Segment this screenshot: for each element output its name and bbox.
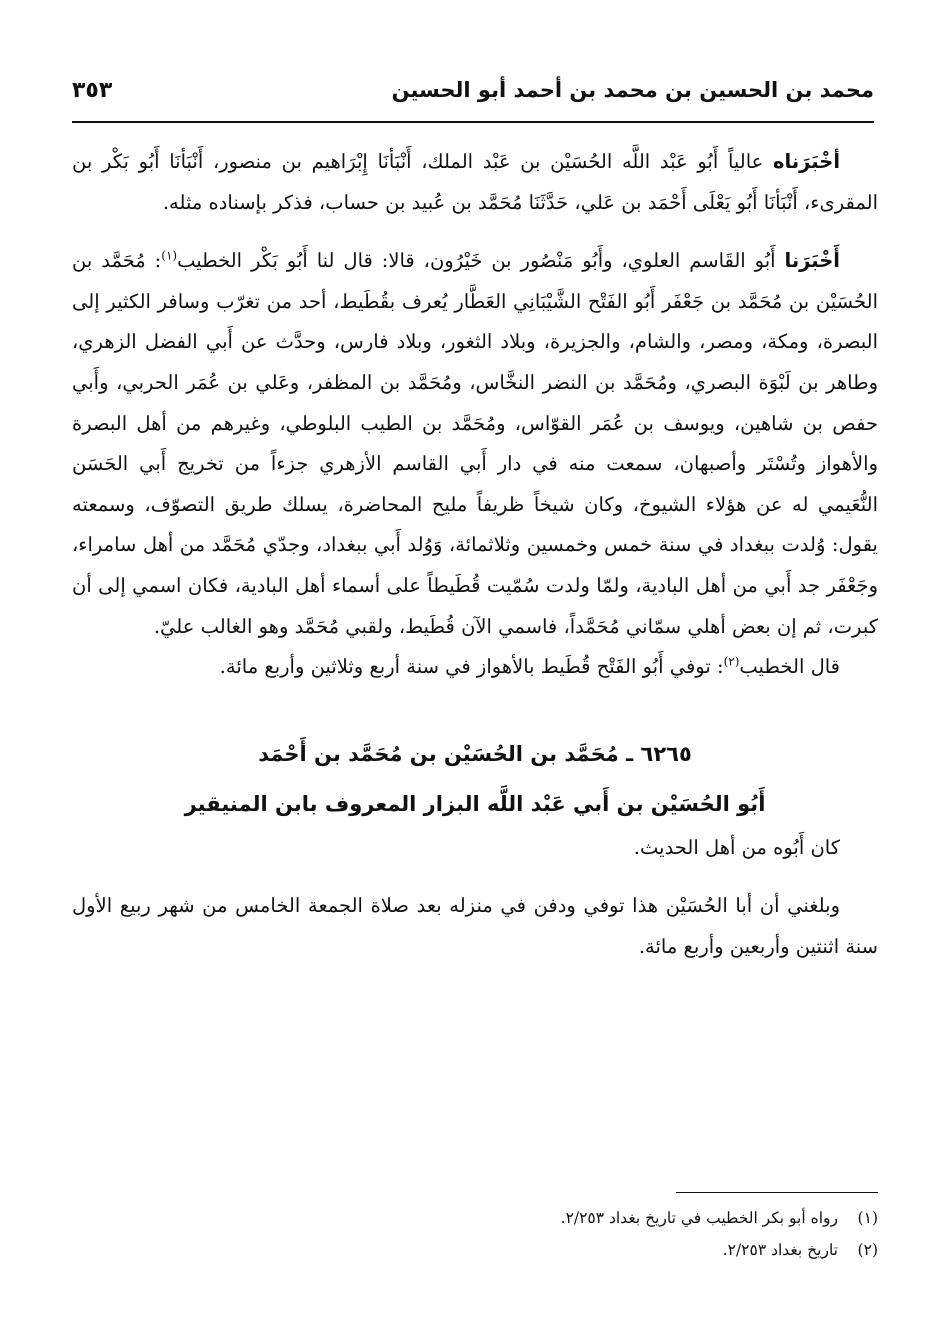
paragraph-2-text-b: : مُحَمَّد بن الحُسَيْن بن مُحَمَّد بن جَعْفَر أَبُو الفَتْح الشَّيْبَانِي العَطَّار يُعرف بقُطَيط، أحد من تغرّب وسافر الكثير إلى البصرة، ومكة، ومصر، والشام، والجزيرة، وبلاد الثغور، وبلاد فارس، وحدَّث عن أَبي الفضل الزهري، وطاهر بن لَبْوَة البصري، ومُحَمَّد بن النضر النخَّاس، ومُحَمَّد بن المظفر، وعَلي بن عُمَر الحربي، وأَبي حفص بن شاهين، ويوسف بن عُمَر القوّاس، ومُحَمَّد بن الطيب البلوطي، وغيرهم من أهل البصرة والأهواز وتُسْتَر وأصبهان، سمعت منه في دار أَبي القاسم الأزهري جزءاً من تخريج أَبي الحَسَن النُّعَيمي له عن هؤلاء الشيوخ، وكان شيخاً ظريفاً مليح المحاضرة، يسلك طريق التصوّف، وسمعته يقول: وُلدت ببغداد في سنة خمس وخمسين وثلاثمائة، وَوُلد أَبي ببغداد، وجدّي مُحَمَّد من أهل سامراء، وجَعْفَر جد أَبي من أهل البادية، ولمّا ولدت سُمّيت قُطَيطاً على أسماء أهل البادية، فكان اسمي إلى أن كبرت، ثم إن بعض أهلي سمّاني مُحَمَّداً، فاسمي الآن قُطَيط، ولقبي مُحَمَّد وهو الغالب عليّ. xyxy=(72,249,878,638)
paragraph-1-lead: أخْبَرَناه xyxy=(773,150,840,173)
page-header xyxy=(72,78,874,118)
footnote-2-number: (٢) xyxy=(857,1241,878,1259)
main-text xyxy=(72,142,878,968)
paragraph-2-lead: أَخْبَرَنا xyxy=(784,249,840,273)
footnote-2-text: تاريخ بغداد ٢/٢٥٣. xyxy=(722,1241,838,1259)
paragraph-2 xyxy=(72,241,878,647)
paragraph-1-text: عالياً أَبُو عَبْد اللَّه الحُسَيْن بن عَبْد الملك، أَنْبَأنَا إِبْرَاهيم بن منصور، أَنْبَأنَا أَبُو بَكْر بن المقرىء، أَنْبَأنَا أَبُو يَعْلَى أَحْمَد بن عَلي، حَدَّثَنَا مُحَمَّد بن عُبيد بن حساب، فذكر بإسناده مثله. xyxy=(72,150,878,214)
entry-subtitle: أَبُو الحُسَيْن بن أَبي عَبْد اللَّه البزار المعروف بابن المنيقير xyxy=(184,791,766,816)
footnote-2 xyxy=(420,1234,878,1266)
paragraph-3 xyxy=(72,647,878,688)
header-rule xyxy=(72,121,874,123)
entry-title: ٦٢٦٥ ـ مُحَمَّد بن الحُسَيْن بن مُحَمَّد بن أَحْمَد xyxy=(258,741,692,766)
footnote-1-number: (١) xyxy=(857,1209,878,1227)
paragraph-2-text-a: أَبُو القَاسم العلوي، وأَبُو مَنْصُور بن خَيْرُون، قالا: قال لنا أَبُو بَكْر الخطيب xyxy=(177,249,785,273)
footnote-1 xyxy=(420,1202,878,1234)
footnote-ref-1: (١) xyxy=(161,248,178,263)
paragraph-3-text-a: قال الخطيب xyxy=(739,655,840,679)
paragraph-1 xyxy=(72,142,878,223)
page-number: ٣٥٣ xyxy=(72,78,113,103)
paragraph-5: وبلغني أن أبا الحُسَيْن هذا توفي ودفن في منزله بعد صلاة الجمعة الخامس من شهر ربيع الأول سنة اثنتين وأربعين وأربع مائة. xyxy=(72,894,878,958)
footnote-1-text: رواه أبو بكر الخطيب في تاريخ بغداد ٢/٢٥٣. xyxy=(560,1209,838,1227)
paragraph-4: كان أَبُوه من أهل الحديث. xyxy=(633,835,840,859)
footnote-rule xyxy=(676,1192,878,1193)
paragraph-3-text-b: : توفي أَبُو الفَتْح قُطَيط بالأهواز في سنة أربع وثلاثين وأربع مائة. xyxy=(219,655,724,679)
running-head: محمد بن الحسين بن محمد بن أحمد أبو الحسين xyxy=(391,78,874,102)
footnote-ref-2: (٢) xyxy=(723,654,740,669)
footnotes xyxy=(420,1202,878,1266)
